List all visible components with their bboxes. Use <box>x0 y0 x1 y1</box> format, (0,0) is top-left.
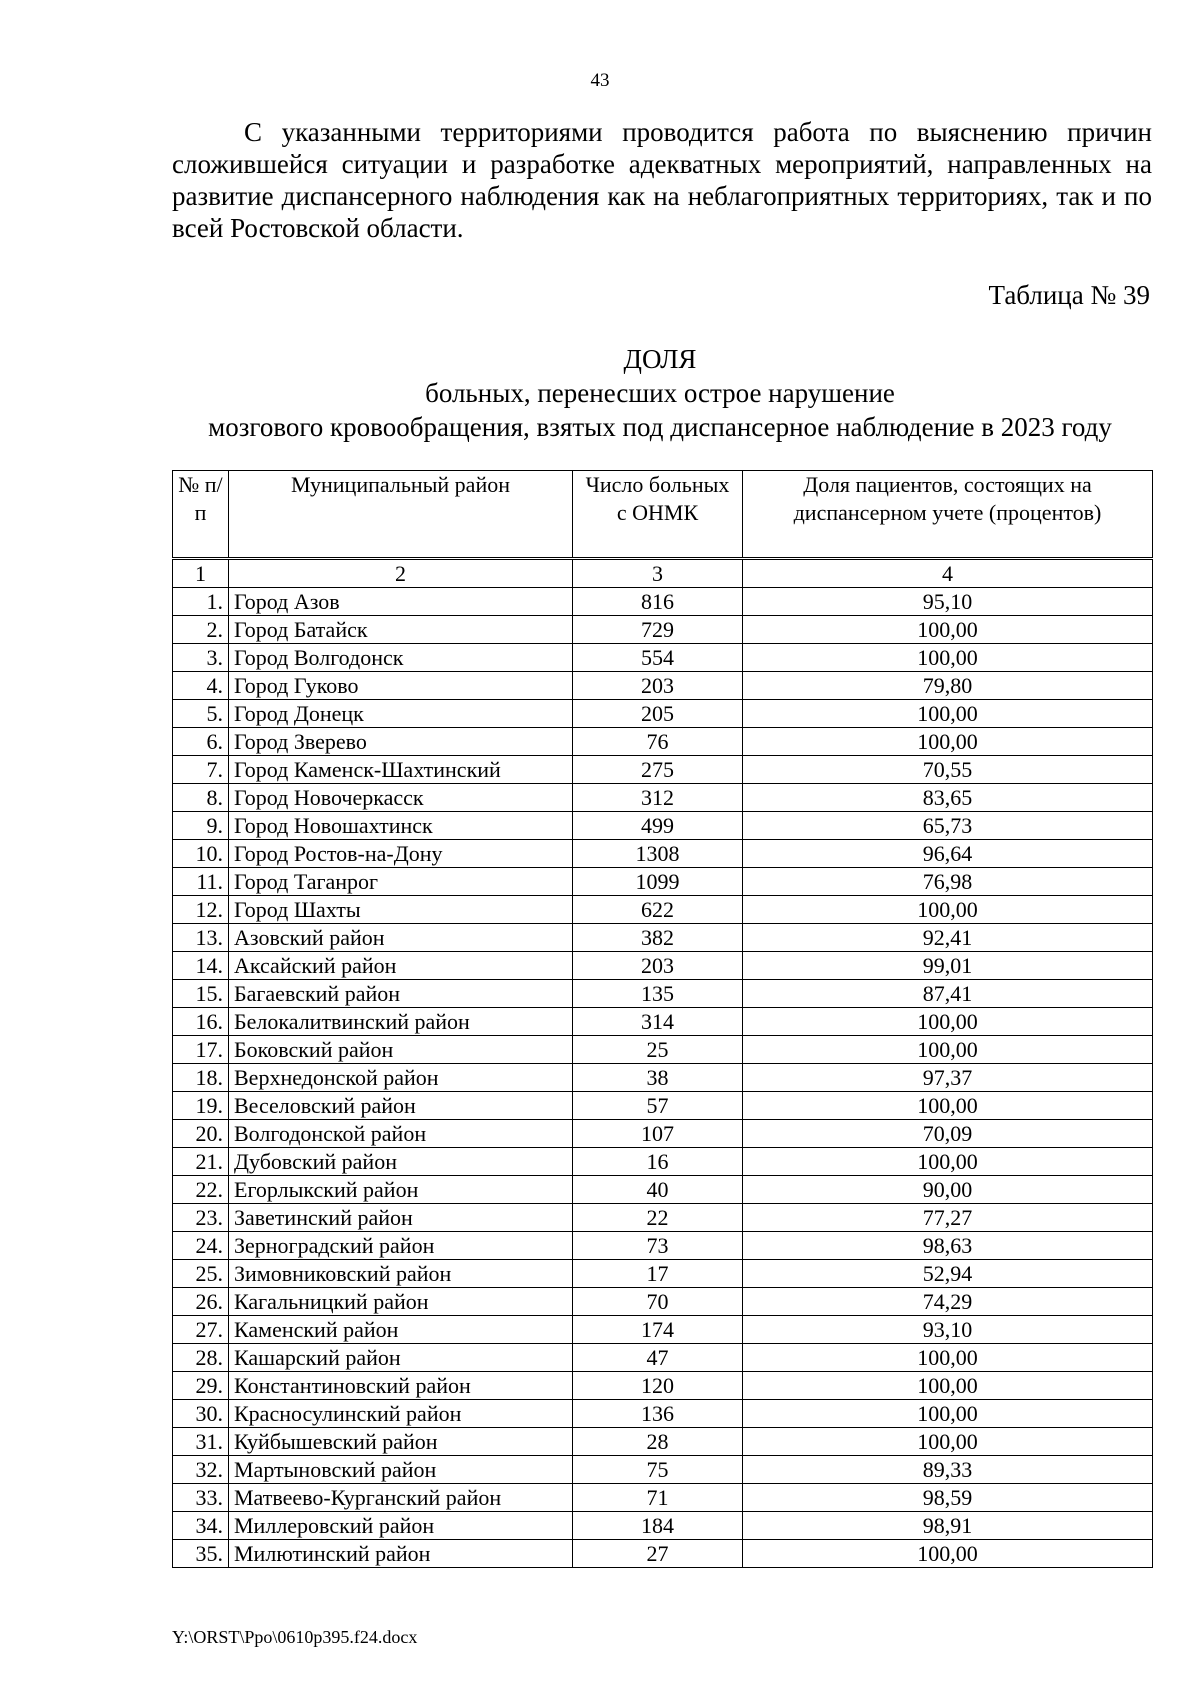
district-name: Миллеровский район <box>229 1512 573 1540</box>
table-row <box>173 1232 1153 1260</box>
district-name: Константиновский район <box>229 1372 573 1400</box>
patient-count: 174 <box>573 1316 743 1344</box>
district-name: Город Таганрог <box>229 868 573 896</box>
patient-count: 499 <box>573 812 743 840</box>
district-name: Город Новочеркасск <box>229 784 573 812</box>
patient-count: 314 <box>573 1008 743 1036</box>
table-subtitle <box>0 376 1200 444</box>
row-number: 28. <box>173 1344 229 1372</box>
row-number: 7. <box>173 756 229 784</box>
dispensary-share: 87,41 <box>743 980 1153 1008</box>
dispensary-share: 77,27 <box>743 1204 1153 1232</box>
district-name: Белокалитвинский район <box>229 1008 573 1036</box>
patient-count: 622 <box>573 896 743 924</box>
table-row <box>173 1372 1153 1400</box>
dispensary-share: 100,00 <box>743 1148 1153 1176</box>
district-name: Город Волгодонск <box>229 644 573 672</box>
patient-count: 73 <box>573 1232 743 1260</box>
table-row <box>173 1204 1153 1232</box>
dispensary-share: 65,73 <box>743 812 1153 840</box>
row-number: 11. <box>173 868 229 896</box>
row-number: 21. <box>173 1148 229 1176</box>
table-row <box>173 868 1153 896</box>
dispensary-share: 76,98 <box>743 868 1153 896</box>
district-name: Азовский район <box>229 924 573 952</box>
district-name: Город Азов <box>229 588 573 616</box>
district-name: Милютинский район <box>229 1540 573 1568</box>
row-number: 16. <box>173 1008 229 1036</box>
district-name: Город Зверево <box>229 728 573 756</box>
district-table <box>172 470 1153 1568</box>
row-number: 35. <box>173 1540 229 1568</box>
row-number: 1. <box>173 588 229 616</box>
intro-paragraph: С указанными территориями проводится работа по выяснению причин сложившейся ситуации и разработке адекватных мероприятий, направленных на развитие диспансерного наблюдения как на неблагоприятных территориях, так и по всей Ростовской области. <box>172 117 1152 243</box>
subtitle-line-1: больных, перенесших острое нарушение <box>425 378 895 408</box>
patient-count: 40 <box>573 1176 743 1204</box>
row-number: 30. <box>173 1400 229 1428</box>
patient-count: 28 <box>573 1428 743 1456</box>
patient-count: 816 <box>573 588 743 616</box>
patient-count: 205 <box>573 700 743 728</box>
table-label: Таблица № 39 <box>988 280 1150 310</box>
row-number: 6. <box>173 728 229 756</box>
patient-count: 275 <box>573 756 743 784</box>
header-count: Число больных с ОНМК <box>573 471 743 559</box>
table-row <box>173 1008 1153 1036</box>
table-row <box>173 1064 1153 1092</box>
row-number: 3. <box>173 644 229 672</box>
column-number: 4 <box>743 559 1153 588</box>
dispensary-share: 100,00 <box>743 1540 1153 1568</box>
table-row <box>173 1456 1153 1484</box>
column-number-row <box>173 559 1153 588</box>
district-name: Город Новошахтинск <box>229 812 573 840</box>
district-name: Город Гуково <box>229 672 573 700</box>
table-row <box>173 1540 1153 1568</box>
patient-count: 16 <box>573 1148 743 1176</box>
row-number: 8. <box>173 784 229 812</box>
district-name: Верхнедонской район <box>229 1064 573 1092</box>
dispensary-share: 83,65 <box>743 784 1153 812</box>
district-name: Город Батайск <box>229 616 573 644</box>
column-number: 1 <box>173 559 229 588</box>
district-name: Аксайский район <box>229 952 573 980</box>
dispensary-share: 100,00 <box>743 1400 1153 1428</box>
table-row <box>173 1148 1153 1176</box>
table-row <box>173 1428 1153 1456</box>
patient-count: 17 <box>573 1260 743 1288</box>
district-name: Город Каменск-Шахтинский <box>229 756 573 784</box>
dispensary-share: 79,80 <box>743 672 1153 700</box>
subtitle-line-2: мозгового кровообращения, взятых под диспансерное наблюдение в 2023 году <box>208 412 1112 442</box>
district-name: Кашарский район <box>229 1344 573 1372</box>
row-number: 5. <box>173 700 229 728</box>
row-number: 10. <box>173 840 229 868</box>
header-num: № п/п <box>173 471 229 559</box>
patient-count: 554 <box>573 644 743 672</box>
patient-count: 71 <box>573 1484 743 1512</box>
row-number: 34. <box>173 1512 229 1540</box>
district-name: Егорлыкский район <box>229 1176 573 1204</box>
dispensary-share: 95,10 <box>743 588 1153 616</box>
table-row <box>173 1316 1153 1344</box>
district-name: Дубовский район <box>229 1148 573 1176</box>
table-row <box>173 812 1153 840</box>
row-number: 17. <box>173 1036 229 1064</box>
patient-count: 184 <box>573 1512 743 1540</box>
dispensary-share: 97,37 <box>743 1064 1153 1092</box>
district-name: Город Ростов-на-Дону <box>229 840 573 868</box>
dispensary-share: 100,00 <box>743 896 1153 924</box>
patient-count: 135 <box>573 980 743 1008</box>
district-name: Мартыновский район <box>229 1456 573 1484</box>
header-share: Доля пациентов, состоящих на диспансерном учете (процентов) <box>743 471 1153 559</box>
patient-count: 27 <box>573 1540 743 1568</box>
dispensary-share: 96,64 <box>743 840 1153 868</box>
patient-count: 382 <box>573 924 743 952</box>
table-row <box>173 644 1153 672</box>
patient-count: 729 <box>573 616 743 644</box>
district-name: Волгодонской район <box>229 1120 573 1148</box>
row-number: 25. <box>173 1260 229 1288</box>
dispensary-share: 100,00 <box>743 1036 1153 1064</box>
column-number: 2 <box>229 559 573 588</box>
table-row <box>173 1260 1153 1288</box>
district-name: Боковский район <box>229 1036 573 1064</box>
row-number: 27. <box>173 1316 229 1344</box>
patient-count: 70 <box>573 1288 743 1316</box>
table-row <box>173 1092 1153 1120</box>
table-row <box>173 980 1153 1008</box>
row-number: 20. <box>173 1120 229 1148</box>
table-row <box>173 924 1153 952</box>
row-number: 29. <box>173 1372 229 1400</box>
row-number: 18. <box>173 1064 229 1092</box>
row-number: 32. <box>173 1456 229 1484</box>
row-number: 24. <box>173 1232 229 1260</box>
table-row <box>173 672 1153 700</box>
patient-count: 136 <box>573 1400 743 1428</box>
row-number: 13. <box>173 924 229 952</box>
patient-count: 75 <box>573 1456 743 1484</box>
row-number: 33. <box>173 1484 229 1512</box>
district-name: Красносулинский район <box>229 1400 573 1428</box>
row-number: 26. <box>173 1288 229 1316</box>
row-number: 2. <box>173 616 229 644</box>
patient-count: 203 <box>573 672 743 700</box>
district-name: Каменский район <box>229 1316 573 1344</box>
dispensary-share: 100,00 <box>743 1372 1153 1400</box>
dispensary-share: 98,59 <box>743 1484 1153 1512</box>
dispensary-share: 52,94 <box>743 1260 1153 1288</box>
dispensary-share: 89,33 <box>743 1456 1153 1484</box>
row-number: 15. <box>173 980 229 1008</box>
dispensary-share: 100,00 <box>743 616 1153 644</box>
district-name: Зимовниковский район <box>229 1260 573 1288</box>
row-number: 31. <box>173 1428 229 1456</box>
dispensary-share: 100,00 <box>743 1428 1153 1456</box>
district-name: Город Донецк <box>229 700 573 728</box>
patient-count: 1308 <box>573 840 743 868</box>
district-name: Заветинский район <box>229 1204 573 1232</box>
table-row <box>173 952 1153 980</box>
table-row <box>173 1484 1153 1512</box>
patient-count: 38 <box>573 1064 743 1092</box>
row-number: 4. <box>173 672 229 700</box>
dispensary-share: 100,00 <box>743 1008 1153 1036</box>
table-row <box>173 728 1153 756</box>
district-name: Зерноградский район <box>229 1232 573 1260</box>
district-name: Багаевский район <box>229 980 573 1008</box>
table-row <box>173 588 1153 616</box>
table-row <box>173 784 1153 812</box>
footer-file-path: Y:\ORST\Ppo\0610p395.f24.docx <box>172 1627 418 1647</box>
patient-count: 76 <box>573 728 743 756</box>
dispensary-share: 92,41 <box>743 924 1153 952</box>
table-row <box>173 840 1153 868</box>
row-number: 22. <box>173 1176 229 1204</box>
table-title: ДОЛЯ <box>623 344 697 374</box>
table-row <box>173 756 1153 784</box>
dispensary-share: 100,00 <box>743 700 1153 728</box>
table-row <box>173 1400 1153 1428</box>
dispensary-share: 100,00 <box>743 728 1153 756</box>
dispensary-share: 90,00 <box>743 1176 1153 1204</box>
dispensary-share: 99,01 <box>743 952 1153 980</box>
dispensary-share: 93,10 <box>743 1316 1153 1344</box>
table-row <box>173 1512 1153 1540</box>
row-number: 19. <box>173 1092 229 1120</box>
patient-count: 203 <box>573 952 743 980</box>
page-number: 43 <box>590 70 610 91</box>
table-row <box>173 700 1153 728</box>
table-row <box>173 1288 1153 1316</box>
dispensary-share: 98,63 <box>743 1232 1153 1260</box>
table-row <box>173 896 1153 924</box>
dispensary-share: 100,00 <box>743 1344 1153 1372</box>
dispensary-share: 74,29 <box>743 1288 1153 1316</box>
district-name: Матвеево-Курганский район <box>229 1484 573 1512</box>
patient-count: 57 <box>573 1092 743 1120</box>
dispensary-share: 100,00 <box>743 1092 1153 1120</box>
row-number: 12. <box>173 896 229 924</box>
row-number: 23. <box>173 1204 229 1232</box>
patient-count: 120 <box>573 1372 743 1400</box>
patient-count: 107 <box>573 1120 743 1148</box>
district-name: Веселовский район <box>229 1092 573 1120</box>
table-row <box>173 1120 1153 1148</box>
table-row <box>173 1344 1153 1372</box>
dispensary-share: 70,55 <box>743 756 1153 784</box>
dispensary-share: 70,09 <box>743 1120 1153 1148</box>
row-number: 14. <box>173 952 229 980</box>
patient-count: 25 <box>573 1036 743 1064</box>
table-row <box>173 616 1153 644</box>
district-name: Город Шахты <box>229 896 573 924</box>
district-name: Кагальницкий район <box>229 1288 573 1316</box>
column-number: 3 <box>573 559 743 588</box>
row-number: 9. <box>173 812 229 840</box>
header-district: Муниципальный район <box>229 471 573 559</box>
dispensary-share: 98,91 <box>743 1512 1153 1540</box>
patient-count: 47 <box>573 1344 743 1372</box>
patient-count: 22 <box>573 1204 743 1232</box>
district-name: Куйбышевский район <box>229 1428 573 1456</box>
table-row <box>173 1036 1153 1064</box>
table-row <box>173 1176 1153 1204</box>
patient-count: 1099 <box>573 868 743 896</box>
dispensary-share: 100,00 <box>743 644 1153 672</box>
patient-count: 312 <box>573 784 743 812</box>
